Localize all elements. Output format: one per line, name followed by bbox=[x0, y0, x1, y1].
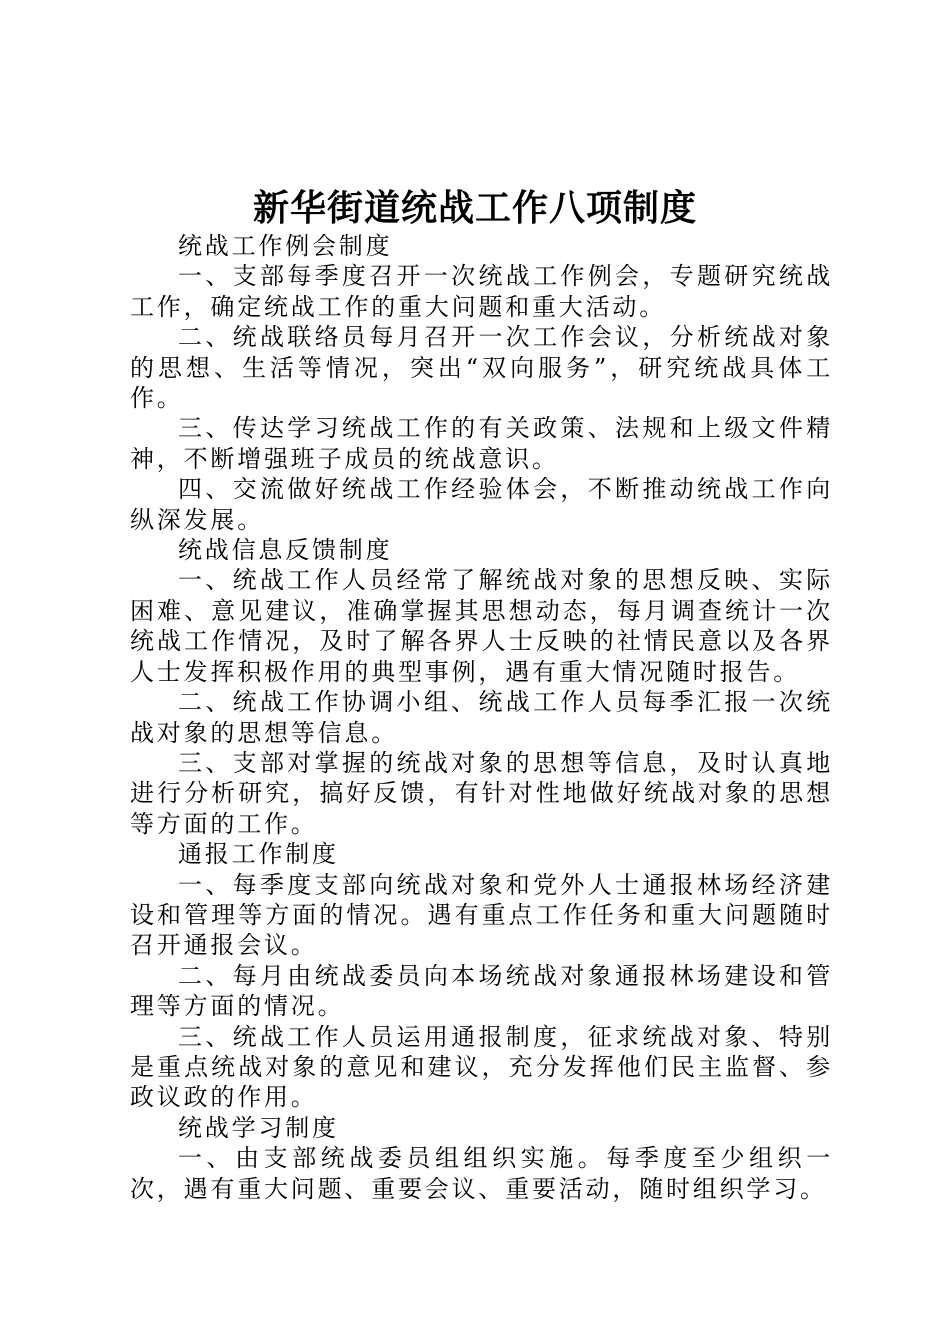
document-title: 新华街道统战工作八项制度 bbox=[252, 188, 697, 229]
paragraph: 一、每季度支部向统战对象和党外人士通报林场经济建设和管理等方面的情况。遇有重点工作任务和重大问题随时召开通报会议。 bbox=[130, 870, 833, 960]
paragraph: 二、统战联络员每月召开一次工作会议，分析统战对象的思想、生活等情况，突出“双向服务”，研究统战具体工作。 bbox=[130, 323, 833, 413]
paragraph: 三、传达学习统战工作的有关政策、法规和上级文件精神，不断增强班子成员的统战意识。 bbox=[130, 414, 833, 473]
paragraph: 一、统战工作人员经常了解统战对象的思想反映、实际困难、意见建议，准确掌握其思想动态，每月调查统计一次统战工作情况，及时了解各界人士反映的社情民意以及各界人士发挥积极作用的典型事例，遇有重大情况随时报告。 bbox=[130, 566, 833, 686]
paragraph: 一、支部每季度召开一次统战工作例会，专题研究统战工作，确定统战工作的重大问题和重大活动。 bbox=[130, 262, 833, 321]
paragraph: 二、每月由统战委员向本场统战对象通报林场建设和管理等方面的情况。 bbox=[130, 961, 833, 1021]
paragraph: 三、支部对掌握的统战对象的思想等信息，及时认真地进行分析研究，搞好反馈，有针对性地做好统战对象的思想等方面的工作。 bbox=[130, 748, 833, 838]
paragraph: 一、由支部统战委员组组织实施。每季度至少组织一次，遇有重大问题、重要会议、重要活动，随时组织学习。 bbox=[130, 1144, 833, 1203]
section-heading: 统战学习制度 bbox=[178, 1113, 339, 1142]
section-heading: 通报工作制度 bbox=[178, 840, 339, 869]
paragraph: 四、交流做好统战工作经验体会，不断推动统战工作向纵深发展。 bbox=[130, 475, 833, 534]
paragraph: 二、统战工作协调小组、统战工作人员每季汇报一次统战对象的思想等信息。 bbox=[130, 688, 833, 747]
section-heading: 统战工作例会制度 bbox=[178, 232, 393, 260]
paragraph: 三、统战工作人员运用通报制度，征求统战对象、特别是重点统战对象的意见和建议，充分发挥他们民主监督、参政议政的作用。 bbox=[130, 1022, 833, 1112]
document-body bbox=[130, 231, 833, 1204]
section-heading: 统战信息反馈制度 bbox=[178, 536, 393, 565]
